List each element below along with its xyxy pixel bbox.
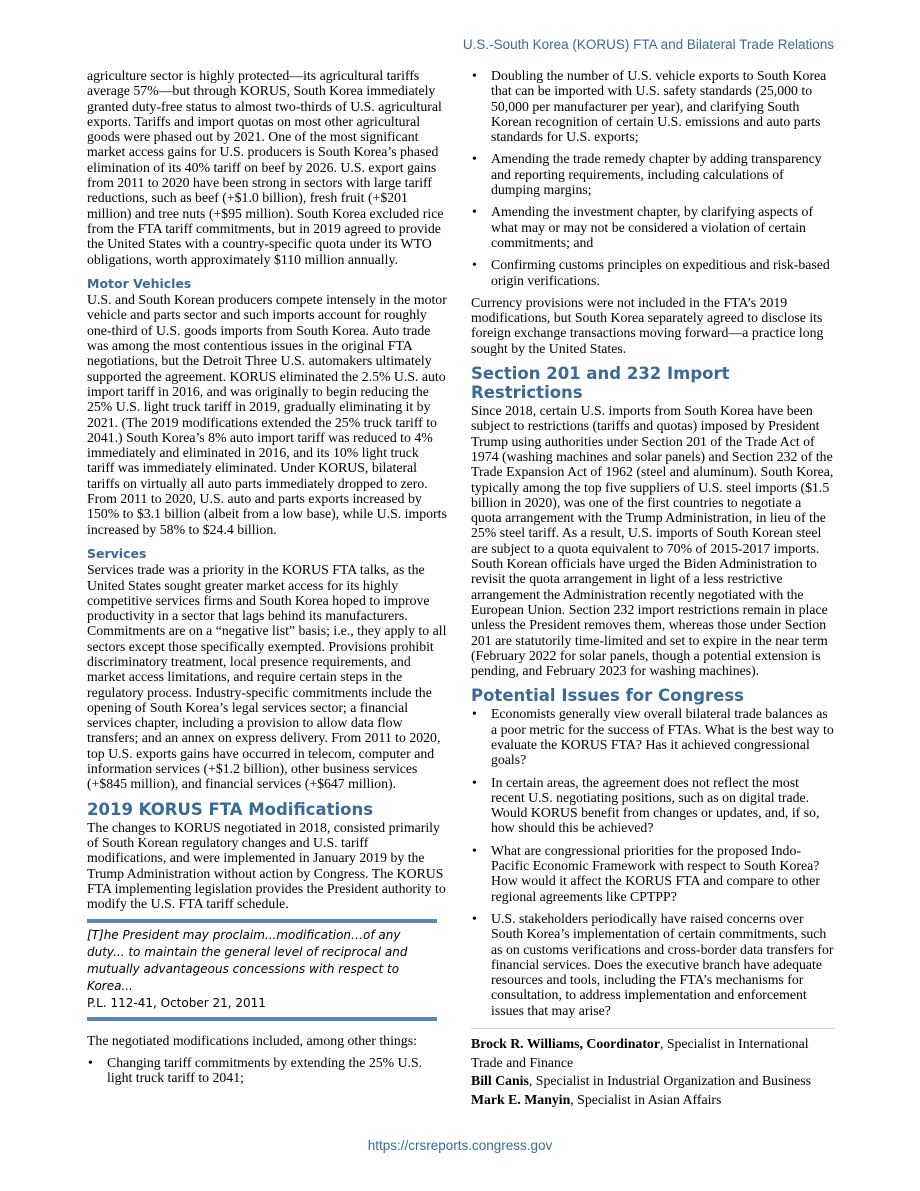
modifications-paragraph: The changes to KORUS negotiated in 2018, consisted primarily of South Korean regulatory changes and U.S. tariff modifications, and were implemented in January 2019 by the Trump Administration without action by Congress. The KORUS FTA implementing legislation provides the President authority to modify the U.S. FTA tariff schedule. [87, 819, 446, 912]
list-item-text: In certain areas, the agreement does not reflect the most recent U.S. negotiating positions, such as on digital trade. Would KORUS benefit from changes or updates, and, if so, how should this be achieved? [491, 774, 820, 836]
bullet-icon: • [472, 706, 477, 722]
author-entry [471, 1072, 835, 1091]
modifications-list-start [87, 1055, 449, 1086]
services-heading: Services [87, 545, 147, 561]
list-item [471, 257, 835, 288]
author-name: Mark E. Manyin [471, 1091, 571, 1107]
list-item [471, 151, 835, 197]
list-item-text: U.S. stakeholders periodically have raised concerns over South Korea’s implementation of certain commitments, such as on customs verifications and cross-border data transfers for financial services. Does the executive branch have adequate resources and tools, including the FTA’s mechanisms for consultation, to address implementation and enforcement issues that may arise? [491, 910, 834, 1018]
list-item [471, 68, 835, 144]
bullet-icon: • [472, 257, 477, 273]
footer-url[interactable]: https://crsreports.congress.gov [367, 1138, 553, 1153]
list-item-text: Economists generally view overall bilateral trade balances as a poor metric for the success of FTAs. What is the best way to evaluate the KORUS FTA? Has it achieved congressional goals? [491, 706, 834, 768]
bullet-icon: • [472, 910, 477, 926]
page-header: U.S.-South Korea (KORUS) FTA and Bilateral Trade Relations [462, 37, 834, 52]
left-column [87, 68, 449, 1092]
list-item-text: Changing tariff commitments by extending the 25% U.S. light truck tariff to 2041; [107, 1054, 423, 1086]
section-201-paragraph: Since 2018, certain U.S. imports from South Korea have been subject to restrictions (tariffs and quotas) imposed by President Trump using authorities under Section 201 of the Trade Act of 1974 (washing machines and solar panels) and Section 232 of the Trade Expansion Act of 1962 (steel and aluminum). South Korea, typically among the top five suppliers of U.S. steel imports ($1.5 billion in 2020), was one of the first countries to negotiate a quota arrangement with the Trump Administration, in lieu of the 25% steel tariff. As a result, U.S. imports of South Korean steel are subject to a quota equivalent to 70% of 2015-2017 imports. South Korean officials have urged the Biden Administration to revisit the quota arrangement in light of a less restrictive arrangement the Administration recently negotiated with the European Union. Section 232 import restrictions remain in place unless the President removes them, whereas those under Section 201 are statutorily time-limited and set to expire in the near term (February 2022 for solar panels, though a potential extension is pending, and February 2023 for washing machines). [471, 403, 834, 679]
author-title: , Specialist in Asian Affairs [570, 1091, 722, 1107]
agriculture-paragraph: agriculture sector is highly protected—its agricultural tariffs average 57%—but through KORUS, South Korea immediately granted duty-free status to almost two-thirds of U.S. agricultural exports. Tariffs and import quotas on most other agricultural goods were phased out by 2021. One of the most significant market access gains for U.S. producers is South Korea’s phased elimination of its 40% tariff on beef by 2026. U.S. export gains from 2011 to 2020 have been strong in sectors with large tariff reductions, such as beef (+$1.0 billion), fresh fruit (+$201 million) and tree nuts (+$95 million). South Korea excluded rice from the FTA tariff commitments, but in 2019 agreed to provide the United States with a country-specific quota under its WTO obligations, worth approximately $110 million annually. [87, 68, 444, 267]
quote-citation: P.L. 112-41, October 21, 2011 [87, 996, 266, 1011]
list-item [471, 911, 835, 1018]
services-paragraph: Services trade was a priority in the KORUS FTA talks, as the United States sought greater market access for its highly competitive services firms and South Korea hoped to improve productivity in a sector that lags behind its manufacturers. Commitments are on a “negative list” basis; i.e., they apply to all sectors except those specifically exempted. Provisions prohibit discriminatory treatment, local presence requirements, and market access limitations, and require certain steps in the regulatory process. Industry-specific commitments include the opening of South Korea’s legal services sector; a financial services chapter, including a provision to allow data flow transfers; and an annex on express delivery. From 2011 to 2020, top U.S. exports gains have occurred in telecom, computer and information services (+$1.2 billion), other business services (+$845 million), and financial services (+$647 million). [87, 562, 447, 792]
author-name: Bill Canis [471, 1073, 529, 1089]
list-item [471, 706, 835, 767]
currency-paragraph: Currency provisions were not included in the FTA’s 2019 modifications, but South Korea separately agreed to disclose its foreign exchange transactions moving forward—a practice long sought by the United States. [471, 294, 824, 356]
pull-quote [87, 919, 437, 1021]
motor-vehicles-heading: Motor Vehicles [87, 275, 192, 291]
list-item [471, 775, 835, 836]
list-item-text: Doubling the number of U.S. vehicle exports to South Korea that can be imported with U.S. safety standards (25,000 to 50,000 per manufacturer per year), and clarifying South Korean recognition of certain U.S. emissions and auto parts standards for U.S. exports; [491, 68, 827, 145]
list-item [87, 1055, 449, 1086]
author-title: , Specialist in Industrial Organization and Business [528, 1073, 812, 1089]
bullet-icon: • [472, 204, 477, 220]
bullet-icon: • [472, 774, 477, 790]
list-item [471, 204, 835, 250]
negotiated-intro: The negotiated modifications included, among other things: [87, 1033, 417, 1049]
section-201-heading: Section 201 and 232 Import Restrictions [471, 364, 730, 403]
bullet-icon: • [88, 1054, 93, 1070]
list-item-text: Confirming customs principles on expeditious and risk-based origin verifications. [491, 257, 830, 288]
bullet-icon: • [472, 68, 477, 83]
bullet-icon: • [472, 842, 477, 858]
author-name: Brock R. Williams, Coordinator [471, 1036, 660, 1052]
issues-heading: Potential Issues for Congress [471, 686, 744, 706]
quote-text: [T]he President may proclaim...modification…of any duty... to maintain the general level of reciprocal and mutually advantageous concessions with respect to Korea... [87, 928, 408, 994]
modifications-heading: 2019 KORUS FTA Modifications [87, 799, 374, 819]
modifications-list-continued [471, 68, 835, 288]
author-entry [471, 1035, 835, 1072]
motor-vehicles-paragraph: U.S. and South Korean producers compete intensely in the motor vehicle and parts sector and such imports account for roughly one-third of U.S. goods imports from South Korea. Auto trade was among the most contentious issues in the original FTA negotiations, but the Detroit Three U.S. automakers ultimately supported the agreement. KORUS eliminated the 2.5% U.S. auto import tariff in 2016, and was originally to begin reducing the 25% U.S. light truck tariff in 2019, gradually eliminating it by 2021. (The 2019 modifications extended the 25% truck tariff to 2041.) South Korea’s 8% auto import tariff was reduced to 4% immediately and eliminated in 2016, and its 10% light truck tariff was immediately eliminated. Under KORUS, bilateral tariffs on virtually all auto parts immediately dropped to zero. From 2011 to 2020, U.S. auto and parts exports increased by 150% to $3.1 billion (albeit from a low base), while U.S. imports increased by 58% to $24.4 billion. [87, 292, 447, 537]
author-entry [471, 1091, 835, 1110]
bullet-icon: • [472, 151, 477, 167]
author-block [471, 1028, 835, 1109]
right-column [471, 68, 835, 1109]
list-item-text: Amending the trade remedy chapter by adding transparency and reporting requirements, including calculations of dumping margins; [491, 151, 822, 198]
list-item-text: What are congressional priorities for the proposed Indo-Pacific Economic Framework with respect to South Korea? How would it affect the KORUS FTA and compare to other regional agreements like CPTPP? [491, 842, 820, 904]
list-item [471, 843, 835, 904]
author-title: , Specialist in International Trade and Finance [471, 1036, 809, 1070]
list-item-text: Amending the investment chapter, by clarifying aspects of what may or may not be considered a violation of certain commitments; and [491, 204, 814, 250]
issues-list [471, 706, 835, 1018]
